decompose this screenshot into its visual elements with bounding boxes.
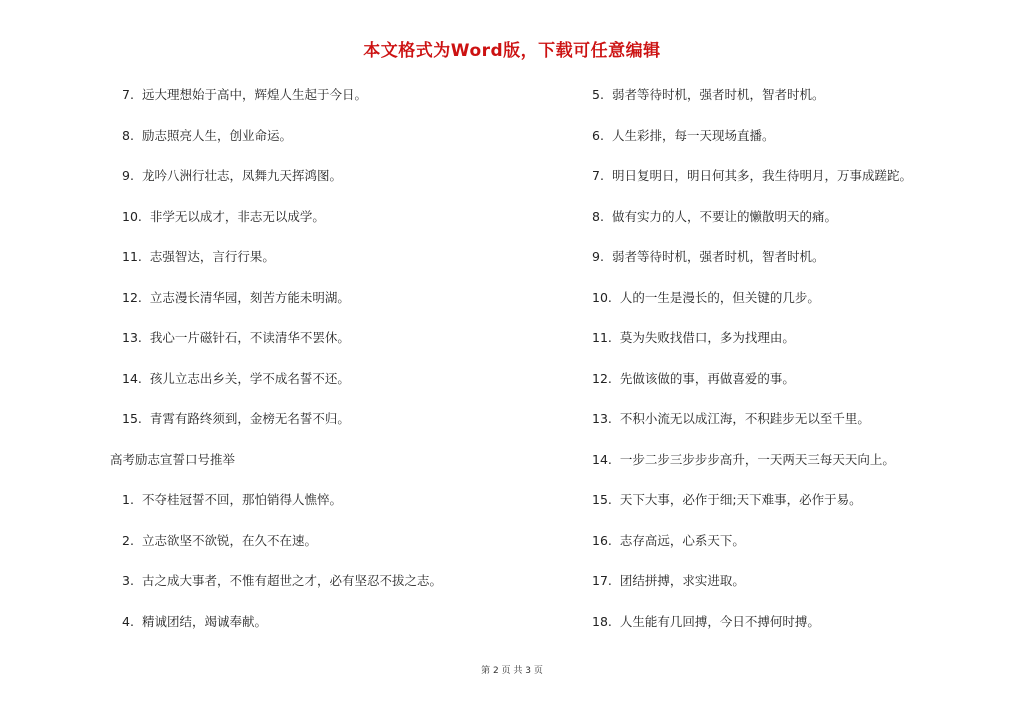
list-item-text: 青霄有路终须到，金榜无名誓不归。 (149, 411, 350, 426)
list-item-text: 我心一片磁针石，不读清华不罢休。 (149, 330, 350, 345)
section-heading-text: 高考励志宣誓口号推举 (110, 451, 236, 467)
list-item-number: 4. (122, 613, 134, 629)
list-item-number: 1. (122, 492, 134, 507)
list-item-number: 15. (122, 411, 142, 426)
list-item (110, 409, 550, 450)
list-item (580, 247, 1000, 288)
list-item-text: 立志漫长清华园，刻苦方能未明湖。 (149, 289, 350, 305)
list-item-text: 天下大事，必作于细;天下难事，必作于易。 (619, 492, 862, 507)
list-item (580, 369, 1000, 410)
list-item-text: 不夺桂冠誓不回，那怕销得人憔悴。 (141, 492, 342, 507)
list-item-number: 14. (592, 451, 612, 467)
list-item-text: 人生彩排，每一天现场直播。 (611, 127, 775, 143)
page-banner: 本文格式为Word版，下载可任意编辑 (363, 41, 661, 61)
list-item (580, 571, 1000, 612)
list-item (110, 571, 550, 612)
list-item (110, 166, 550, 207)
list-item-text: 明日复明日，明日何其多，我生待明月，万事成蹉跎。 (611, 168, 912, 183)
list-item-number: 13. (592, 411, 612, 426)
list-item-number: 11. (122, 249, 142, 264)
list-item-text: 古之成大事者，不惟有超世之才，必有坚忍不拔之志。 (141, 573, 442, 588)
left-column (110, 85, 550, 652)
list-item-text: 志存高远，心系天下。 (619, 532, 745, 548)
list-item-number: 9. (122, 168, 134, 183)
list-item (580, 207, 1000, 248)
list-item (580, 612, 1000, 653)
list-item-text: 不积小流无以成江海，不积跬步无以至千里。 (619, 411, 870, 426)
list-item-text: 非学无以成才，非志无以成学。 (149, 208, 325, 224)
list-item-text: 励志照亮人生，创业命运。 (141, 127, 292, 143)
list-item-number: 13. (122, 330, 142, 345)
list-item (110, 207, 550, 248)
list-item-number: 7. (592, 168, 604, 183)
list-item-number: 6. (592, 127, 604, 143)
list-item (580, 531, 1000, 572)
list-item-number: 16. (592, 532, 612, 548)
list-item (110, 612, 550, 653)
list-item (580, 85, 1000, 126)
list-item-text: 人生能有几回搏，今日不搏何时搏。 (619, 613, 820, 629)
list-item-text: 一步二步三步步步高升，一天两天三每天天向上。 (619, 451, 895, 467)
list-item-number: 14. (122, 370, 142, 386)
section-heading (110, 450, 550, 491)
list-item-number: 8. (592, 208, 604, 224)
list-item-text: 人的一生是漫长的，但关键的几步。 (619, 289, 820, 305)
list-item-text: 远大理想始于高中，辉煌人生起于今日。 (141, 87, 367, 102)
list-item-number: 8. (122, 127, 134, 143)
list-item-text: 精诚团结，竭诚奉献。 (141, 613, 267, 629)
list-item (580, 450, 1000, 491)
list-item (580, 490, 1000, 531)
list-item (110, 531, 550, 572)
list-item-text: 志强智达，言行行果。 (149, 249, 275, 264)
list-item-number: 17. (592, 573, 612, 588)
list-item-number: 10. (592, 289, 612, 305)
list-item-number: 18. (592, 613, 612, 629)
list-item (580, 166, 1000, 207)
list-item (580, 288, 1000, 329)
list-item-number: 10. (122, 208, 142, 224)
list-item-number: 7. (122, 87, 134, 102)
list-item-number: 9. (592, 249, 604, 264)
list-item (580, 126, 1000, 167)
list-item-number: 15. (592, 492, 612, 507)
list-item (110, 247, 550, 288)
list-item (110, 85, 550, 126)
right-column (580, 85, 1000, 652)
page-footer: 第 2 页 共 3 页 (481, 666, 543, 676)
list-item-text: 莫为失败找借口，多为找理由。 (619, 330, 795, 345)
list-item-number: 2. (122, 532, 134, 548)
list-item-text: 弱者等待时机，强者时机，智者时机。 (611, 249, 825, 264)
list-item-number: 12. (122, 289, 142, 305)
list-item-number: 5. (592, 87, 604, 102)
list-item (580, 328, 1000, 369)
list-item-text: 立志欲坚不欲锐，在久不在速。 (141, 532, 317, 548)
list-item (110, 490, 550, 531)
list-item-number: 11. (592, 330, 612, 345)
list-item (110, 369, 550, 410)
list-item-text: 弱者等待时机，强者时机，智者时机。 (611, 87, 825, 102)
list-item (580, 409, 1000, 450)
list-item-text: 做有实力的人，不要让的懒散明天的痛。 (611, 208, 837, 224)
list-item (110, 126, 550, 167)
list-item-text: 龙吟八洲行壮志，凤舞九天挥鸿图。 (141, 168, 342, 183)
list-item-number: 3. (122, 573, 134, 588)
list-item-number: 12. (592, 370, 612, 386)
list-item-text: 团结拼搏，求实进取。 (619, 573, 745, 588)
list-item-text: 孩儿立志出乡关，学不成名誓不还。 (149, 370, 350, 386)
list-item-text: 先做该做的事，再做喜爱的事。 (619, 370, 795, 386)
list-item (110, 328, 550, 369)
list-item (110, 288, 550, 329)
